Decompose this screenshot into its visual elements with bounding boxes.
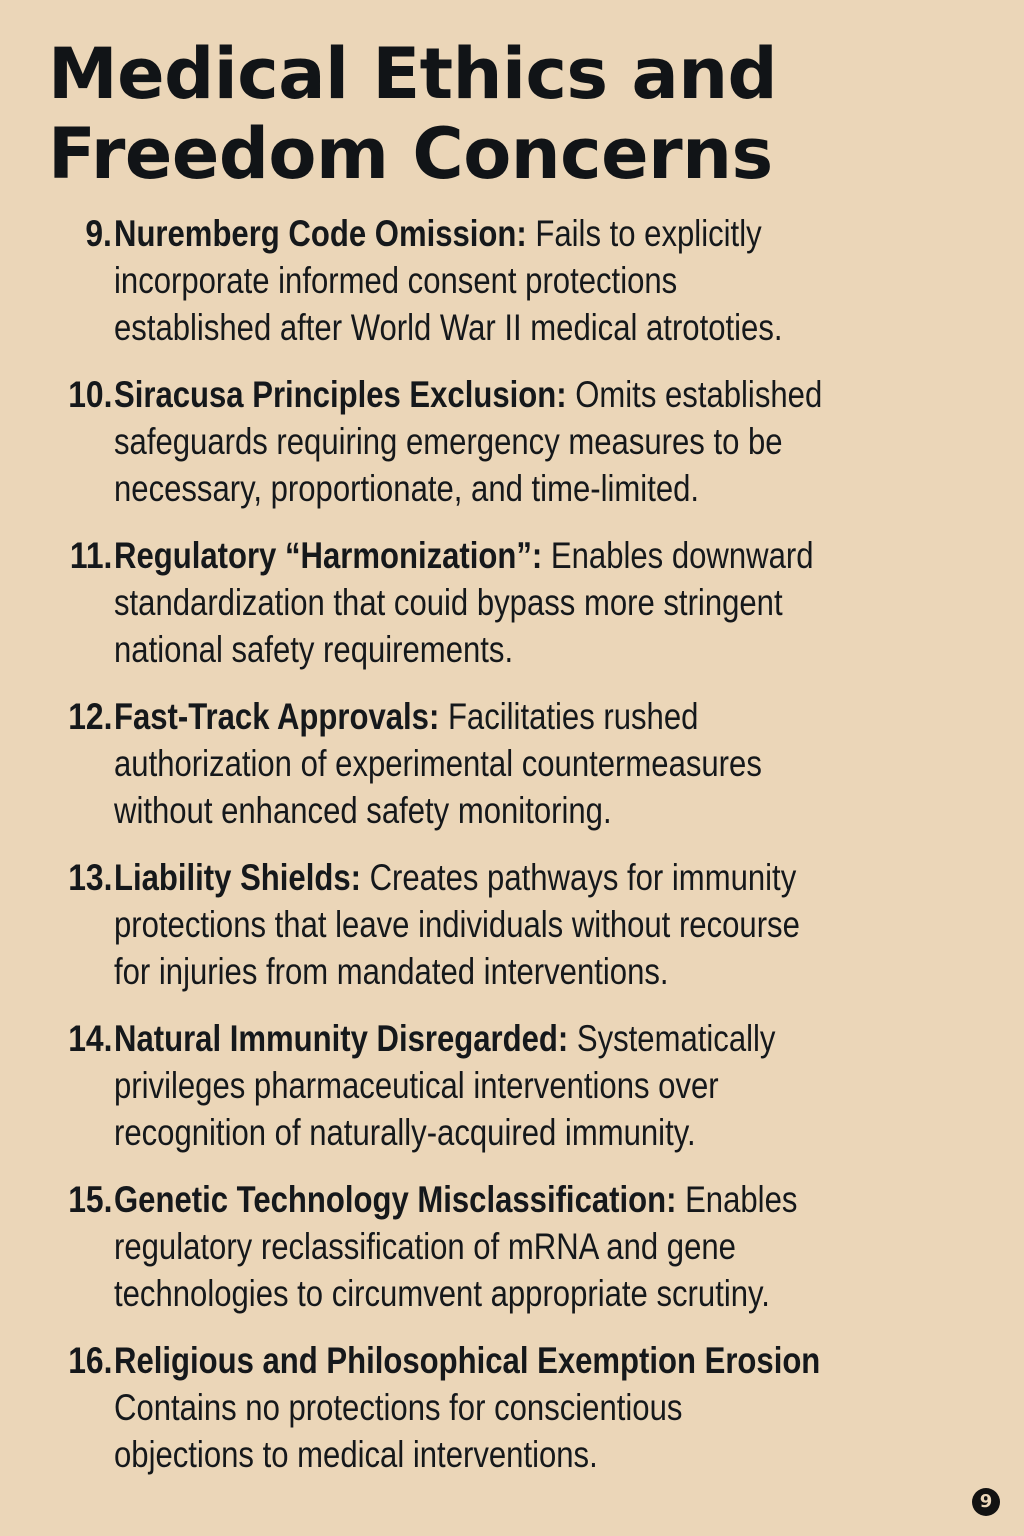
item-number: 14. [67, 1018, 112, 1059]
item-description: objections to medical interventions. [114, 1434, 598, 1475]
item-description: privileges pharmaceutical interventions over [114, 1065, 719, 1106]
item-description: recognition of naturally-acquired immunity. [114, 1112, 696, 1153]
item-description: safeguards requiring emergency measures to be [114, 421, 783, 462]
item-text [114, 1015, 954, 1156]
item-description: Omits established [566, 374, 823, 415]
page-title-line-2: Freedom Concerns [48, 113, 773, 195]
item-number: 11. [69, 535, 112, 576]
item-number: 9. [85, 213, 112, 254]
item-term: Fast-Track Approvals: [114, 696, 440, 737]
item-description: standardization that couid bypass more stringent [114, 582, 783, 623]
item-text [114, 1337, 954, 1478]
item-description: without enhanced safety monitoring. [114, 790, 612, 831]
item-description: Fails to explicitly [526, 213, 762, 254]
item-number: 10. [67, 374, 112, 415]
item-number: 15. [67, 1179, 112, 1220]
item-description: regulatory reclassification of mRNA and gene [114, 1226, 736, 1267]
item-description: Creates pathways for immunity [360, 857, 797, 898]
item-text [114, 532, 954, 673]
item-description: Enables downward [542, 535, 814, 576]
page-number-badge: 9 [972, 1488, 1000, 1516]
item-number: 16. [67, 1340, 112, 1381]
item-term: Natural Immunity Disregarded: [114, 1018, 569, 1059]
item-description: Facilitaties rushed [439, 696, 699, 737]
item-term: Liability Shields: [114, 857, 361, 898]
item-text [114, 210, 954, 351]
item-text [114, 1176, 954, 1317]
item-description: established after World War II medical atrototies. [114, 307, 783, 348]
item-term: Religious and Philosophical Exemption Erosion [114, 1340, 821, 1381]
item-term: Genetic Technology Misclassification: [114, 1179, 677, 1220]
item-number: 12. [67, 696, 112, 737]
item-description: incorporate informed consent protections [114, 260, 678, 301]
item-text [114, 854, 954, 995]
item-term: Siracusa Principles Exclusion: [114, 374, 567, 415]
item-text [114, 693, 954, 834]
item-description: authorization of experimental countermeasures [114, 743, 762, 784]
page-title [48, 34, 978, 194]
page-title-line-1: Medical Ethics and [48, 33, 778, 115]
item-description: for injuries from mandated interventions. [114, 951, 669, 992]
item-description: technologies to circumvent appropriate scrutiny. [114, 1273, 770, 1314]
item-description: Enables [676, 1179, 798, 1220]
item-number: 13. [67, 857, 112, 898]
item-description: Contains no protections for conscientious [114, 1387, 683, 1428]
item-term: Nuremberg Code Omission: [114, 213, 527, 254]
item-description: national safety requirements. [114, 629, 514, 670]
item-term: Regulatory “Harmonization”: [114, 535, 543, 576]
item-text [114, 371, 954, 512]
item-description: Systematically [568, 1018, 776, 1059]
item-description: necessary, proportionate, and time-limited. [114, 468, 700, 509]
item-description: protections that leave individuals without recourse [114, 904, 800, 945]
